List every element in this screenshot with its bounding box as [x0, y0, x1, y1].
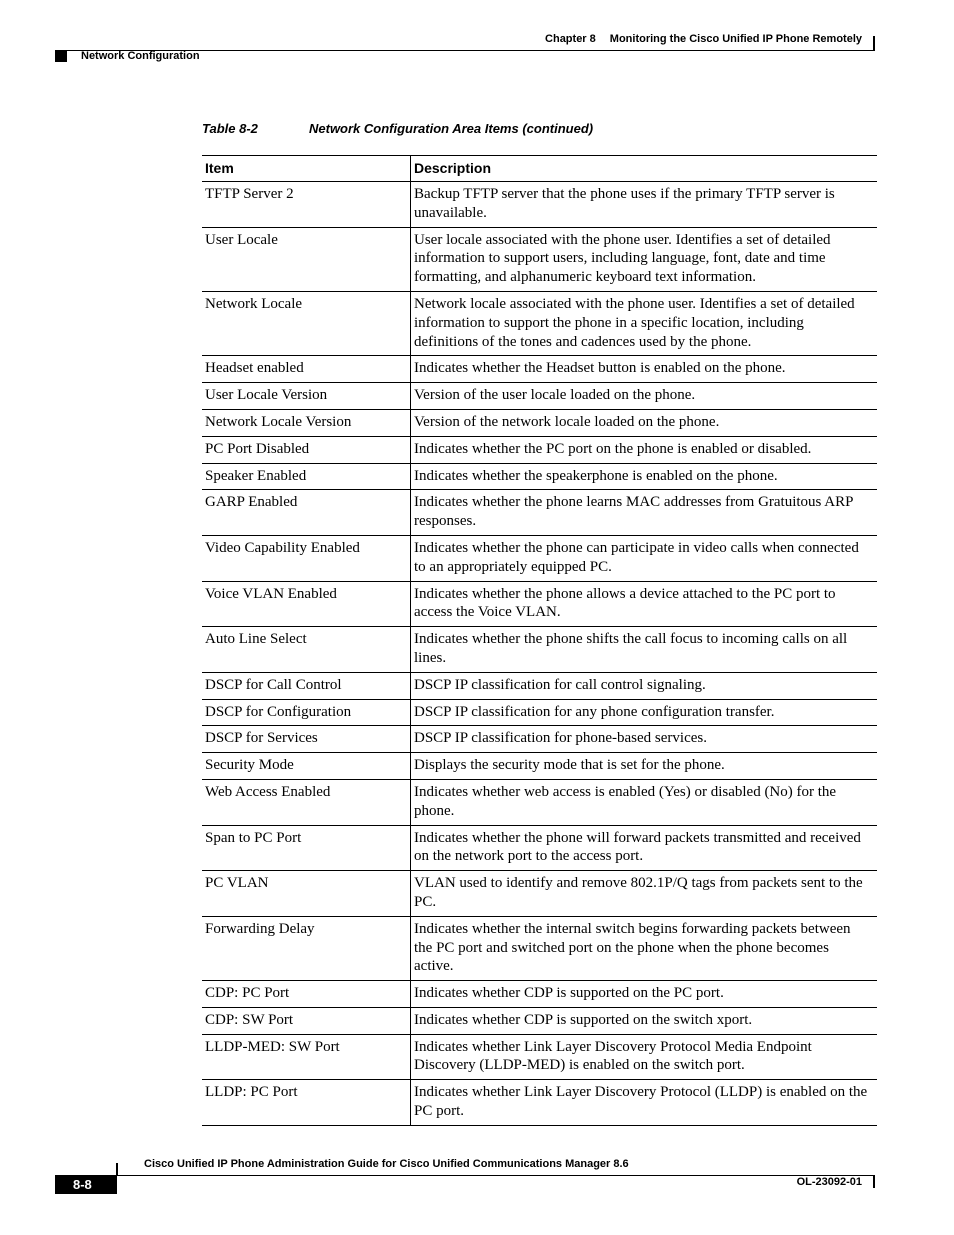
- description-cell: Indicates whether the phone will forward packets transmitted and received on the network port to the access port.: [411, 825, 878, 871]
- item-cell: LLDP-MED: SW Port: [202, 1034, 411, 1080]
- header-vertical-bar: [873, 36, 875, 50]
- table-row: [202, 1080, 877, 1126]
- item-cell: PC Port Disabled: [202, 436, 411, 463]
- item-cell: DSCP for Services: [202, 726, 411, 753]
- description-cell: Backup TFTP server that the phone uses if the primary TFTP server is unavailable.: [411, 182, 878, 228]
- item-cell: DSCP for Configuration: [202, 699, 411, 726]
- table-row: [202, 581, 877, 627]
- table-row: [202, 463, 877, 490]
- item-cell: Voice VLAN Enabled: [202, 581, 411, 627]
- description-cell: Indicates whether the PC port on the phone is enabled or disabled.: [411, 436, 878, 463]
- table-row: [202, 825, 877, 871]
- item-cell: Network Locale Version: [202, 409, 411, 436]
- item-cell: Web Access Enabled: [202, 779, 411, 825]
- description-cell: Indicates whether Link Layer Discovery Protocol Media Endpoint Discovery (LLDP-MED) is enabled on the switch port.: [411, 1034, 878, 1080]
- item-cell: Span to PC Port: [202, 825, 411, 871]
- table-row: [202, 291, 877, 355]
- description-cell: Indicates whether web access is enabled (Yes) or disabled (No) for the phone.: [411, 779, 878, 825]
- description-cell: Indicates whether the phone learns MAC addresses from Gratuitous ARP responses.: [411, 490, 878, 536]
- network-config-table: [202, 155, 877, 1126]
- description-cell: Indicates whether the phone allows a device attached to the PC port to access the Voice VLAN.: [411, 581, 878, 627]
- footer-doc-number: OL-23092-01: [796, 1176, 862, 1188]
- item-cell: User Locale: [202, 227, 411, 291]
- description-cell: Indicates whether Link Layer Discovery Protocol (LLDP) is enabled on the PC port.: [411, 1080, 878, 1126]
- chapter-label: Chapter 8: [545, 33, 596, 45]
- footer-guide-title: Cisco Unified IP Phone Administration Guide for Cisco Unified Communications Manager 8.6: [144, 1158, 629, 1170]
- description-cell: Version of the user locale loaded on the phone.: [411, 383, 878, 410]
- table-row: [202, 627, 877, 673]
- description-cell: Indicates whether CDP is supported on the PC port.: [411, 981, 878, 1008]
- page-number: 8-8: [55, 1175, 117, 1194]
- running-header-chapter: [545, 33, 862, 45]
- table-row: [202, 356, 877, 383]
- footer-vertical-bar-right: [873, 1176, 875, 1188]
- description-cell: Displays the security mode that is set for the phone.: [411, 753, 878, 780]
- description-cell: Indicates whether the phone can participate in video calls when connected to an appropriately equipped PC.: [411, 535, 878, 581]
- item-cell: Auto Line Select: [202, 627, 411, 673]
- table-row: [202, 981, 877, 1008]
- item-cell: LLDP: PC Port: [202, 1080, 411, 1126]
- item-cell: Speaker Enabled: [202, 463, 411, 490]
- description-cell: DSCP IP classification for call control signaling.: [411, 672, 878, 699]
- table-row: [202, 779, 877, 825]
- table-row: [202, 871, 877, 917]
- table-row: [202, 1007, 877, 1034]
- item-cell: CDP: PC Port: [202, 981, 411, 1008]
- table-header-row: [202, 156, 877, 182]
- table-body: [202, 182, 877, 1126]
- table-row: [202, 672, 877, 699]
- description-cell: User locale associated with the phone user. Identifies a set of detailed information to support users, including language, font, date and time formatting, and alphanumeric keyboard text information.: [411, 227, 878, 291]
- table-row: [202, 490, 877, 536]
- table-row: [202, 182, 877, 228]
- footer-rule: [55, 1175, 875, 1176]
- table-title: Network Configuration Area Items (continued): [309, 121, 594, 136]
- item-cell: Network Locale: [202, 291, 411, 355]
- item-cell: User Locale Version: [202, 383, 411, 410]
- chapter-title: Monitoring the Cisco Unified IP Phone Remotely: [609, 33, 862, 45]
- item-cell: GARP Enabled: [202, 490, 411, 536]
- column-header-description: Description: [411, 156, 878, 182]
- item-cell: DSCP for Call Control: [202, 672, 411, 699]
- table-row: [202, 1034, 877, 1080]
- header-section-marker: [55, 51, 67, 62]
- table-row: [202, 227, 877, 291]
- running-header-section: Network Configuration: [81, 50, 200, 62]
- description-cell: Indicates whether the speakerphone is enabled on the phone.: [411, 463, 878, 490]
- description-cell: Indicates whether the phone shifts the call focus to incoming calls on all lines.: [411, 627, 878, 673]
- table-row: [202, 383, 877, 410]
- item-cell: Forwarding Delay: [202, 916, 411, 980]
- column-header-item: Item: [202, 156, 411, 182]
- table-caption: [202, 121, 593, 136]
- table-row: [202, 436, 877, 463]
- table-row: [202, 409, 877, 436]
- description-cell: Indicates whether the internal switch begins forwarding packets between the PC port and switched port on the phone when the phone becomes active.: [411, 916, 878, 980]
- item-cell: Video Capability Enabled: [202, 535, 411, 581]
- table-row: [202, 753, 877, 780]
- description-cell: VLAN used to identify and remove 802.1P/Q tags from packets sent to the PC.: [411, 871, 878, 917]
- item-cell: PC VLAN: [202, 871, 411, 917]
- description-cell: DSCP IP classification for phone-based services.: [411, 726, 878, 753]
- item-cell: TFTP Server 2: [202, 182, 411, 228]
- item-cell: Security Mode: [202, 753, 411, 780]
- description-cell: DSCP IP classification for any phone configuration transfer.: [411, 699, 878, 726]
- item-cell: CDP: SW Port: [202, 1007, 411, 1034]
- table-number: Table 8-2: [202, 121, 258, 136]
- description-cell: Indicates whether the Headset button is enabled on the phone.: [411, 356, 878, 383]
- item-cell: Headset enabled: [202, 356, 411, 383]
- description-cell: Version of the network locale loaded on the phone.: [411, 409, 878, 436]
- table-row: [202, 535, 877, 581]
- table-row: [202, 699, 877, 726]
- description-cell: Network locale associated with the phone user. Identifies a set of detailed information to support the phone in a specific location, including definitions of the tones and cadences used by the phone.: [411, 291, 878, 355]
- table-row: [202, 916, 877, 980]
- description-cell: Indicates whether CDP is supported on the switch xport.: [411, 1007, 878, 1034]
- table-row: [202, 726, 877, 753]
